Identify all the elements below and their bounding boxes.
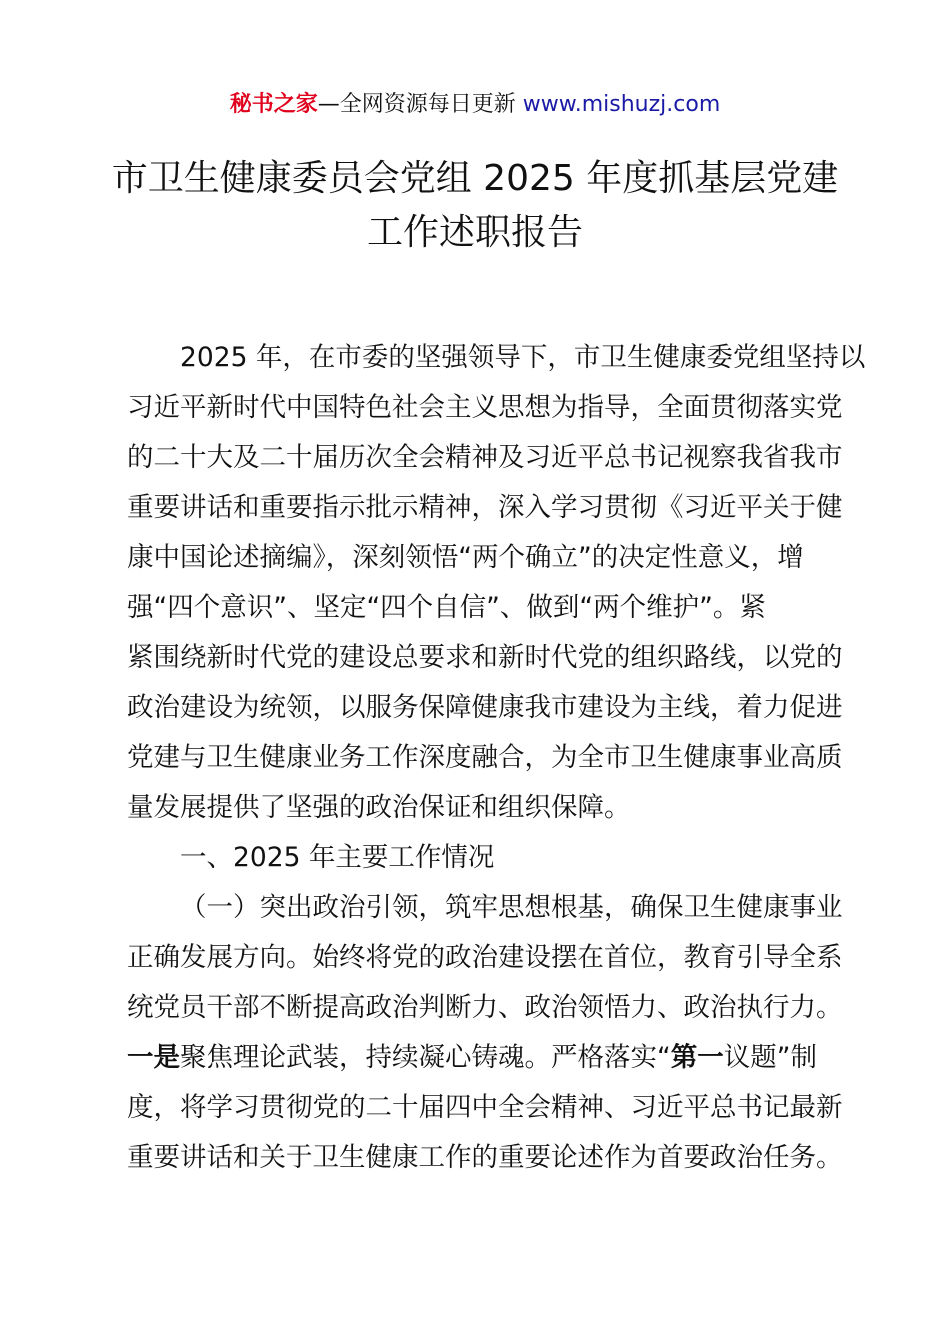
document-body: [127, 333, 866, 1183]
text-run: 议题”制: [723, 1042, 817, 1073]
site-tagline: —全网资源每日更新: [317, 92, 516, 117]
paragraph-line: 统党员干部不断提高政治判断力、政治领悟力、政治执行力。: [127, 992, 843, 1023]
paragraph-line: （一）突出政治引领，筑牢思想根基，确保卫生健康事业: [180, 892, 843, 923]
bold-lead: 一是: [127, 1042, 180, 1073]
paragraph-line: 习近平新时代中国特色社会主义思想为指导，全面贯彻落实党: [127, 392, 843, 423]
paragraph-line: 量发展提供了坚强的政治保证和组织保障。: [127, 792, 631, 823]
paragraph-line: 党建与卫生健康业务工作深度融合，为全市卫生健康事业高质: [127, 742, 843, 773]
title-line-2: 工作述职报告: [366, 212, 583, 253]
paragraph-line: 正确发展方向。始终将党的政治建设摆在首位，教育引导全系: [127, 942, 843, 973]
site-url-link[interactable]: www.mishuzj.com: [522, 92, 721, 117]
text-run: 聚焦理论武装，持续凝心铸魂。严格落实“: [180, 1042, 671, 1073]
site-brand: 秘书之家: [229, 92, 318, 117]
paragraph-line: 康中国论述摘编》，深刻领悟“两个确立”的决定性意义，增: [127, 542, 804, 573]
paragraph-line: 重要讲话和重要指示批示精神，深入学习贯彻《习近平关于健: [127, 492, 843, 523]
paragraph-line: 强“四个意识”、坚定“四个自信”、做到“两个维护”。紧: [127, 592, 766, 623]
paragraph-line: 政治建设为统领，以服务保障健康我市建设为主线，着力促进: [127, 692, 843, 723]
paragraph-line: 重要讲话和关于卫生健康工作的重要论述作为首要政治任务。: [127, 1142, 843, 1173]
paragraph-line: 的二十大及二十届历次全会精神及习近平总书记视察我省我市: [127, 442, 843, 473]
bold-term: 第一: [670, 1042, 724, 1073]
title-line-1: 市卫生健康委员会党组 2025 年度抓基层党建: [111, 158, 839, 199]
site-header: [0, 88, 950, 122]
paragraph-line: [127, 1033, 837, 1083]
paragraph-line: 2025 年，在市委的坚强领导下，市卫生健康委党组坚持以: [180, 342, 866, 373]
paragraph-line: 紧围绕新时代党的建设总要求和新时代党的组织路线，以党的: [127, 642, 843, 673]
document-title: [100, 152, 850, 260]
paragraph-line: 度，将学习贯彻党的二十届四中全会精神、习近平总书记最新: [127, 1092, 843, 1123]
section-heading: 一、2025 年主要工作情况: [180, 842, 495, 873]
